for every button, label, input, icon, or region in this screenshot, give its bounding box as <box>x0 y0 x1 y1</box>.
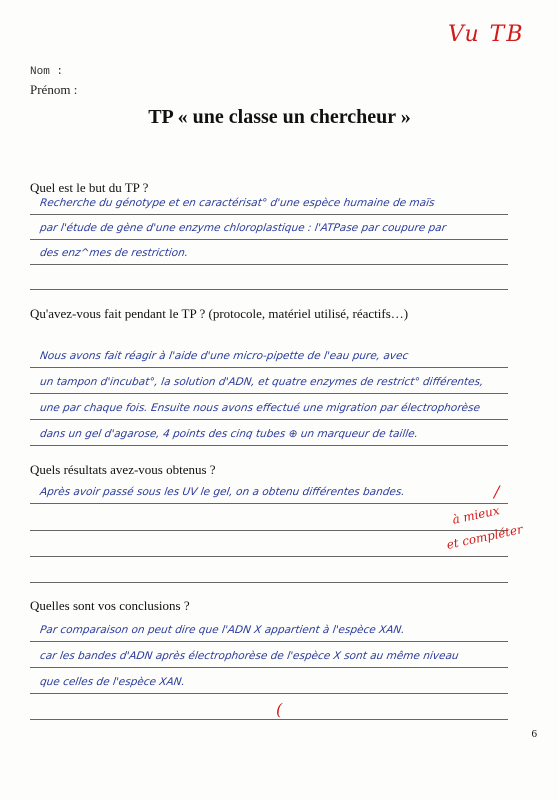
answer-protocole-line-1: Nous avons fait réagir à l'aide d'une micro-pipette de l'eau pure, avec <box>39 350 410 362</box>
question-but: Quel est le but du TP ? <box>30 180 149 195</box>
teacher-mark: ( <box>276 700 283 719</box>
writing-line <box>30 641 508 642</box>
writing-line <box>30 419 508 420</box>
answer-conclusions-line-1: Par comparaison on peut dire que l'ADN X appartient à l'espèce XAN. <box>39 624 406 636</box>
answer-but-line-1: Recherche du génotype et en caractérisat° d'une espèce humaine de maïs <box>39 197 436 209</box>
answer-resultats-line-1: Après avoir passé sous les UV le gel, on a obtenu différentes bandes. <box>39 486 406 498</box>
answer-conclusions-line-3: que celles de l'espèce XAN. <box>39 676 186 688</box>
writing-line <box>30 393 508 394</box>
answer-protocole-line-2: un tampon d'incubat°, la solution d'ADN, et quatre enzymes de restrict° différentes, <box>39 376 485 388</box>
nom-label: Nom : <box>30 66 64 78</box>
writing-line <box>30 367 508 368</box>
question-protocole: Qu'avez-vous fait pendant le TP ? (protocole, matériel utilisé, réactifs…) <box>30 306 409 321</box>
writing-line <box>30 503 508 504</box>
writing-line <box>30 264 508 265</box>
answer-but-line-3: des enz^mes de restriction. <box>39 247 189 259</box>
prenom-label: Prénom : <box>30 82 78 97</box>
writing-line <box>30 445 508 446</box>
answer-conclusions-line-2: car les bandes d'ADN après électrophorèse de l'espèce X sont au même niveau <box>39 650 460 662</box>
page-number: 6 <box>531 728 537 740</box>
writing-line <box>30 214 508 215</box>
question-conclusions: Quelles sont vos conclusions ? <box>30 598 190 613</box>
writing-line <box>30 239 508 240</box>
answer-but-line-2: par l'étude de gène d'une enzyme chloroplastique : l'ATPase par coupure par <box>39 222 447 234</box>
answer-protocole-line-3: une par chaque fois. Ensuite nous avons effectué une migration par électrophorèse <box>39 402 481 414</box>
teacher-margin-note-2: et compléter <box>445 522 524 552</box>
writing-line <box>30 582 508 583</box>
writing-line <box>30 719 508 720</box>
teacher-mark: / <box>494 482 500 501</box>
answer-protocole-line-4: dans un gel d'agarose, 4 points des cinq tubes ⊕ un marqueur de taille. <box>39 428 419 440</box>
writing-line <box>30 667 508 668</box>
teacher-annotation-vu: Vu TB <box>448 22 525 47</box>
writing-line <box>30 556 508 557</box>
writing-line <box>30 289 508 290</box>
writing-line <box>30 530 508 531</box>
question-resultats: Quels résultats avez-vous obtenus ? <box>30 462 216 477</box>
page-title: TP « une classe un chercheur » <box>148 106 411 128</box>
writing-line <box>30 693 508 694</box>
teacher-margin-note-1: à mieux <box>451 503 501 527</box>
